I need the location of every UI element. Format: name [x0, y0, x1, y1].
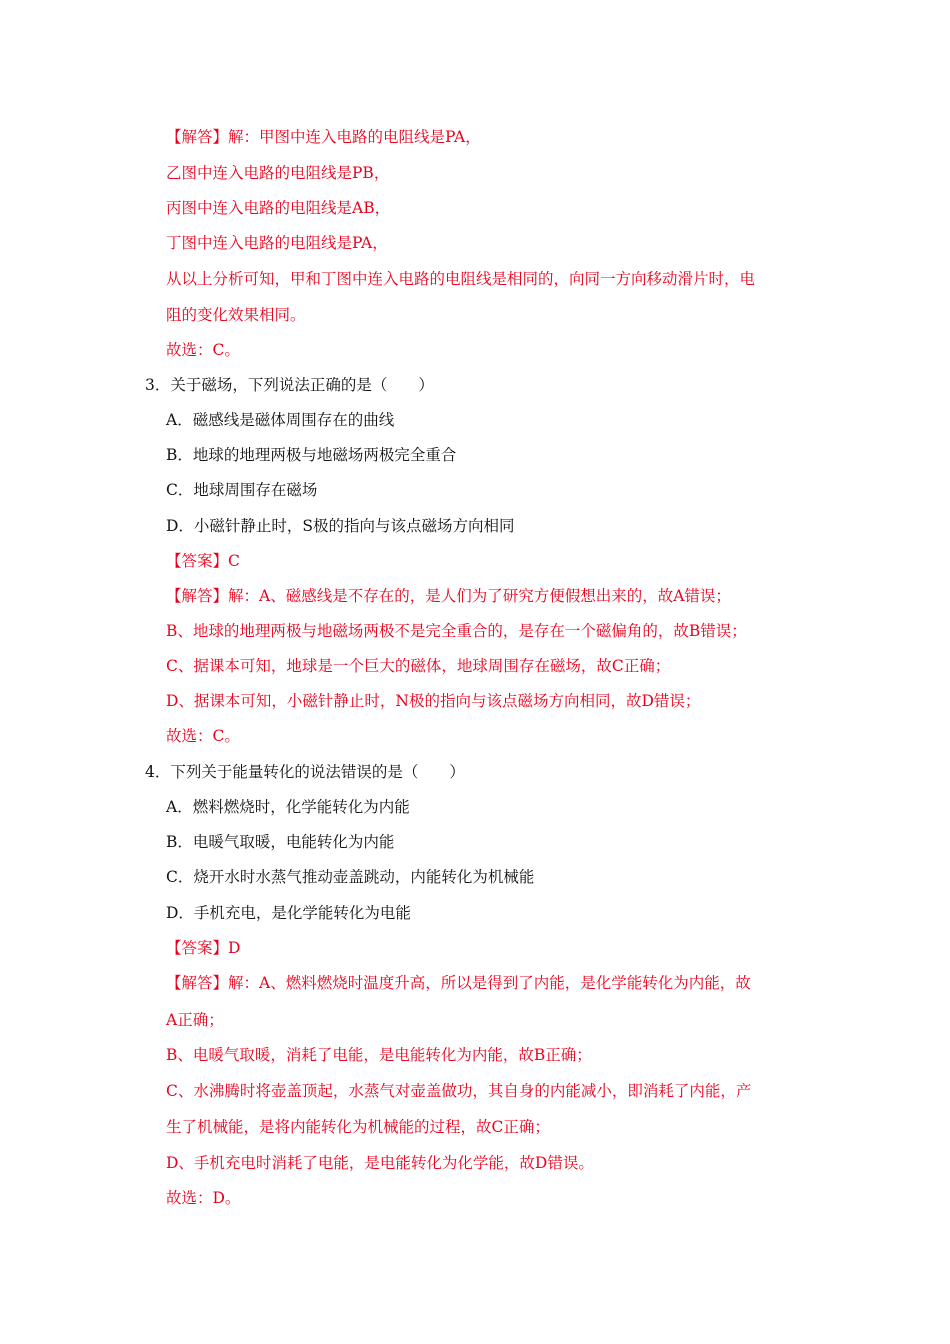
- analysis-line: 【解答】解：A、燃料燃烧时温度升高，所以是得到了内能，是化学能转化为内能，故: [166, 974, 751, 992]
- question-stem: 4．下列关于能量转化的说法错误的是（ ）: [145, 763, 465, 781]
- answer: 【答案】D: [166, 939, 241, 957]
- question-stem: 3．关于磁场，下列说法正确的是（ ）: [145, 376, 434, 394]
- analysis-line: D、手机充电时消耗了电能，是电能转化为化学能，故D错误。: [166, 1154, 594, 1172]
- analysis-line: B、地球的地理两极与地磁场两极不是完全重合的，是存在一个磁偏角的，故B错误；: [166, 622, 747, 640]
- analysis-line: D、据课本可知，小磁针静止时，N极的指向与该点磁场方向相同，故D错误；: [166, 692, 701, 710]
- analysis-line: C、据课本可知，地球是一个巨大的磁体，地球周围存在磁场，故C正确；: [166, 657, 671, 675]
- analysis-line: 故选：C。: [166, 727, 240, 745]
- analysis-line: 丙图中连入电路的电阻线是AB，: [166, 199, 391, 217]
- analysis-line: B、电暖气取暖，消耗了电能，是电能转化为内能，故B正确；: [166, 1046, 592, 1064]
- analysis-line: 丁图中连入电路的电阻线是PA，: [166, 234, 388, 252]
- option-c: C．烧开水时水蒸气推动壶盖跳动，内能转化为机械能: [166, 868, 535, 886]
- analysis-line: 乙图中连入电路的电阻线是PB，: [166, 164, 390, 182]
- answer: 【答案】C: [166, 552, 240, 570]
- option-c: C．地球周围存在磁场: [166, 481, 318, 499]
- option-a: A．磁感线是磁体周围存在的曲线: [166, 411, 395, 429]
- analysis-line: 故选：C。: [166, 341, 240, 359]
- option-b: B．地球的地理两极与地磁场两极完全重合: [166, 446, 457, 464]
- analysis-line: 【解答】解：甲图中连入电路的电阻线是PA，: [166, 128, 481, 146]
- option-d: D．手机充电，是化学能转化为电能: [166, 904, 411, 922]
- analysis-line: 从以上分析可知，甲和丁图中连入电路的电阻线是相同的，向同一方向移动滑片时，电: [166, 270, 756, 288]
- analysis-line: 阻的变化效果相同。: [166, 306, 306, 324]
- analysis-line: A正确；: [166, 1011, 224, 1029]
- analysis-line: C、水沸腾时将壶盖顶起，水蒸气对壶盖做功，其自身的内能减小，即消耗了内能，产: [166, 1082, 752, 1100]
- option-b: B．电暖气取暖，电能转化为内能: [166, 833, 395, 851]
- option-a: A．燃料燃烧时，化学能转化为内能: [166, 798, 410, 816]
- analysis-line: 生了机械能，是将内能转化为机械能的过程，故C正确；: [166, 1118, 550, 1136]
- analysis-line: 【解答】解：A、磁感线是不存在的，是人们为了研究方便假想出来的，故A错误；: [166, 587, 731, 605]
- analysis-line: 故选：D。: [166, 1189, 241, 1207]
- option-d: D．小磁针静止时，S极的指向与该点磁场方向相同: [166, 517, 515, 535]
